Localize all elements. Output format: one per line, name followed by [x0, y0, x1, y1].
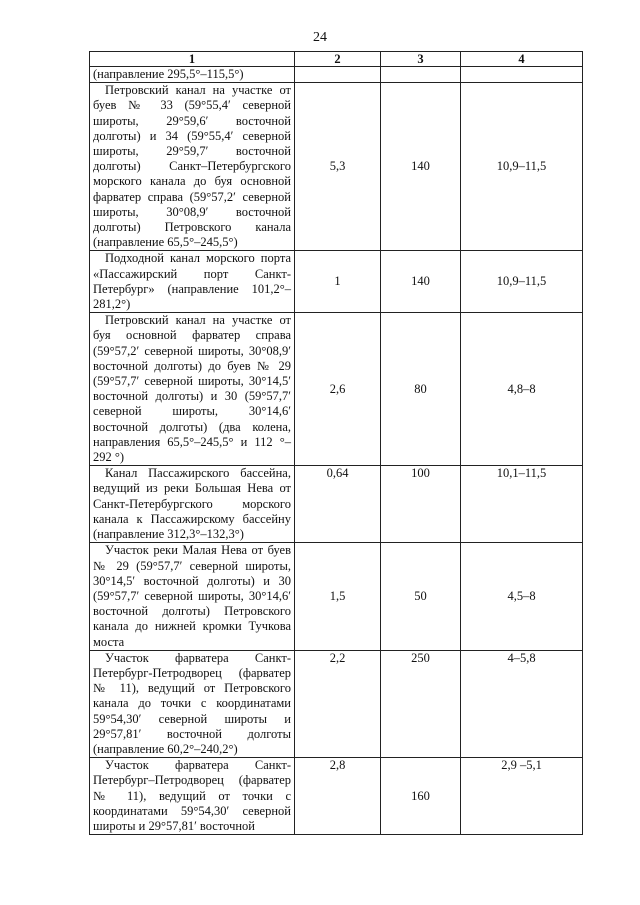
- row-description: Участок фарватера Санкт-Петербург-Петродворец (фарватер № 11), ведущий от Петровского канала до точки с координатами 59°54,30′ северной широты и 29°57,81′ восточной долготы (направление 60,2°–240,2°): [90, 650, 295, 757]
- row-description: Канал Пассажирского бассейна, ведущий из реки Большая Нева от Санкт-Петербургского морского канала к Пассажирскому бассейну (направление 312,3°–132,3°): [90, 466, 295, 543]
- page-number: 24: [313, 30, 327, 45]
- row-width: 80: [381, 313, 461, 466]
- row-depth: 10,1–11,5: [461, 466, 583, 543]
- row-description: Участок реки Малая Нева от буев № 29 (59°57,7′ северной широты, 30°14,5′ восточной долготы) и 30 (59°57,7′ северной широты, 30°14,6′ восточной долготы) Петровского канала до нижней кромки Тучкова моста: [90, 543, 295, 650]
- row-length: 1,5: [295, 543, 381, 650]
- row-depth: 4,5–8: [461, 543, 583, 650]
- row-length: 1: [295, 251, 381, 313]
- row-width: 250: [381, 650, 461, 757]
- table-row: [90, 543, 583, 650]
- row-depth: 10,9–11,5: [461, 251, 583, 313]
- row-depth: [461, 67, 583, 83]
- column-header: 3: [381, 52, 461, 67]
- row-width: 140: [381, 83, 461, 251]
- row-width: 100: [381, 466, 461, 543]
- table-row: [90, 313, 583, 466]
- row-width: 50: [381, 543, 461, 650]
- table-header-row: [90, 52, 583, 67]
- row-description: (направление 295,5°–115,5°): [90, 67, 295, 83]
- row-depth: 2,9 –5,1: [461, 758, 583, 835]
- row-length: [295, 67, 381, 83]
- table-row: [90, 758, 583, 835]
- channel-table: [89, 51, 583, 835]
- row-length: 2,8: [295, 758, 381, 835]
- row-width: 140: [381, 251, 461, 313]
- row-length: 5,3: [295, 83, 381, 251]
- row-description: Петровский канал на участке от буев № 33 (59°55,4′ северной широты, 29°59,6′ восточной долготы) и 34 (59°55,4′ северной широты, 29°59,7′ восточной долготы) Санкт–Петербургского морского канала до буя основной фарватер справа (59°57,2′ северной широты, 30°08,9′ восточной долготы) Петровского канала (направление 65,5°–245,5°): [90, 83, 295, 251]
- row-description: Петровский канал на участке от буя основной фарватер справа (59°57,2′ северной широты, 30°08,9′ восточной долготы) до буев № 29 (59°57,7′ северной широты, 30°14,5′ восточной долготы) и 30 (59°57,7′ северной широты, 30°14,6′ восточной долготы) (два колена, направления 65,5°–245,5° и 112 °–292 °): [90, 313, 295, 466]
- column-header: 4: [461, 52, 583, 67]
- row-description: Подходной канал морского порта «Пассажирский порт Санкт-Петербург» (направление 101,2°–281,2°): [90, 251, 295, 313]
- row-depth: 4,8–8: [461, 313, 583, 466]
- table-row: [90, 251, 583, 313]
- row-description: Участок фарватера Санкт-Петербург–Петродворец (фарватер № 11), ведущий от точки с координатами 59°54,30′ северной широты и 29°57,81′ восточной: [90, 758, 295, 835]
- column-header: 1: [90, 52, 295, 67]
- row-depth: 10,9–11,5: [461, 83, 583, 251]
- table-row: [90, 466, 583, 543]
- table-row: [90, 67, 583, 83]
- row-length: 0,64: [295, 466, 381, 543]
- row-length: 2,6: [295, 313, 381, 466]
- row-length: 2,2: [295, 650, 381, 757]
- table-row: [90, 650, 583, 757]
- row-depth: 4–5,8: [461, 650, 583, 757]
- column-header: 2: [295, 52, 381, 67]
- row-width: 160: [381, 758, 461, 835]
- table-row: [90, 83, 583, 251]
- row-width: [381, 67, 461, 83]
